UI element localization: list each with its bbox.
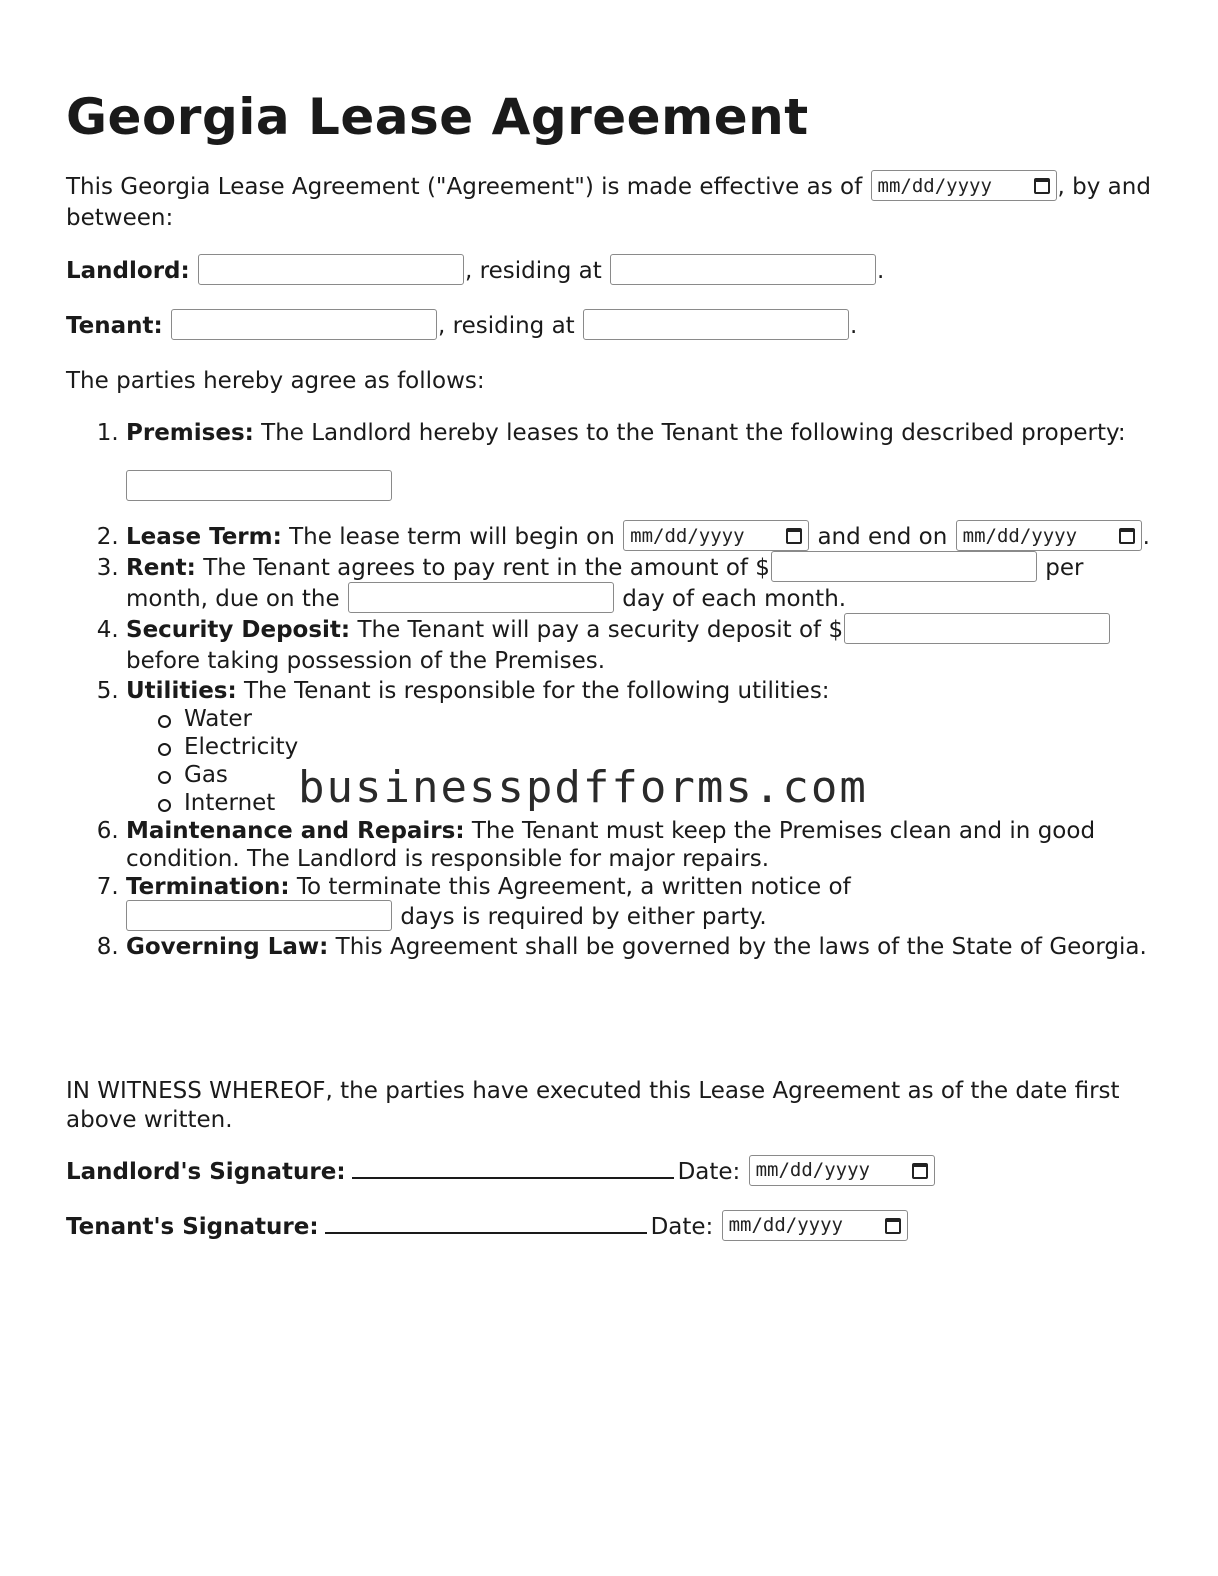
term-termination bbox=[126, 873, 1156, 933]
premises-description-input[interactable] bbox=[126, 470, 392, 501]
lease-term-end-text: and end on bbox=[817, 524, 948, 550]
term-maintenance bbox=[126, 817, 1156, 873]
rent-due-day-input[interactable] bbox=[348, 582, 614, 613]
calendar-icon[interactable] bbox=[1119, 528, 1135, 544]
rent-amount-input[interactable] bbox=[771, 551, 1037, 582]
utilities-text: The Tenant is responsible for the following utilities: bbox=[244, 678, 830, 704]
tenant-signature-date-input[interactable]: mm/dd/yyyy bbox=[722, 1210, 908, 1241]
intro-text: This Georgia Lease Agreement ("Agreement") is made effective as of bbox=[66, 174, 863, 200]
maintenance-text: The Tenant must keep the Premises clean and in good condition. The Landlord is responsible for major repairs. bbox=[126, 818, 1096, 872]
rent-per-text: per month, due on the bbox=[126, 555, 1084, 612]
landlord-signature-label: Landlord's Signature: bbox=[66, 1159, 346, 1185]
landlord-signature-field[interactable] bbox=[352, 1157, 674, 1179]
term-rent bbox=[126, 553, 1156, 615]
tenant-signature-label: Tenant's Signature: bbox=[66, 1214, 319, 1240]
deposit-amount-input[interactable] bbox=[844, 613, 1110, 644]
calendar-icon[interactable] bbox=[1034, 178, 1050, 194]
lease-term-period: . bbox=[1142, 524, 1150, 550]
tenant-signature-field[interactable] bbox=[325, 1212, 647, 1234]
date-label: Date: bbox=[650, 1214, 714, 1240]
landlord-signature-date-input[interactable]: mm/dd/yyyy bbox=[749, 1155, 935, 1186]
agree-text: The parties hereby agree as follows: bbox=[66, 368, 485, 394]
tenant-name-input[interactable] bbox=[171, 309, 437, 340]
tenant-line bbox=[66, 311, 1156, 342]
termination-text: To terminate this Agreement, a written notice of bbox=[296, 874, 851, 900]
landlord-line-end: . bbox=[877, 258, 885, 284]
term-security-deposit bbox=[126, 615, 1156, 677]
landlord-signature-line bbox=[66, 1157, 1156, 1188]
rent-label: Rent: bbox=[126, 555, 196, 581]
effective-date-input[interactable]: mm/dd/yyyy bbox=[871, 170, 1057, 201]
watermark: businesspdfforms.com bbox=[298, 762, 868, 813]
agree-paragraph bbox=[66, 367, 1156, 396]
landlord-residing-text: , residing at bbox=[465, 258, 602, 284]
landlord-label: Landlord: bbox=[66, 258, 190, 284]
rent-amount-text: The Tenant agrees to pay rent in the amount of $ bbox=[203, 555, 770, 581]
maintenance-label: Maintenance and Repairs: bbox=[126, 818, 465, 844]
deposit-label: Security Deposit: bbox=[126, 617, 351, 643]
notice-days-input[interactable] bbox=[126, 900, 392, 931]
lease-term-begin-text: The lease term will begin on bbox=[289, 524, 615, 550]
tenant-signature-line bbox=[66, 1212, 1156, 1243]
law-text: This Agreement shall be governed by the laws of the State of Georgia. bbox=[335, 934, 1147, 960]
date-label: Date: bbox=[677, 1159, 741, 1185]
tenant-residing-text: , residing at bbox=[438, 313, 575, 339]
tenant-line-end: . bbox=[850, 313, 858, 339]
lease-start-date-input[interactable]: mm/dd/yyyy bbox=[623, 520, 809, 551]
terms-section bbox=[66, 419, 1156, 961]
landlord-name-input[interactable] bbox=[198, 254, 464, 285]
lease-end-date-input[interactable]: mm/dd/yyyy bbox=[956, 520, 1142, 551]
premises-text: The Landlord hereby leases to the Tenant the following described property: bbox=[261, 420, 1126, 446]
list-item: Internet bbox=[184, 789, 1156, 817]
calendar-icon[interactable] bbox=[786, 528, 802, 544]
tenant-address-input[interactable] bbox=[583, 309, 849, 340]
deposit-after-text: before taking possession of the Premises. bbox=[126, 648, 606, 674]
term-premises bbox=[126, 419, 1156, 521]
intro-text-after: , by and between: bbox=[66, 174, 1151, 231]
page-title: Georgia Lease Agreement bbox=[66, 88, 809, 146]
termination-label: Termination: bbox=[126, 874, 290, 900]
list-item: Gas bbox=[184, 761, 1156, 789]
rent-day-text: day of each month. bbox=[622, 586, 847, 612]
premises-label: Premises: bbox=[126, 420, 254, 446]
landlord-address-input[interactable] bbox=[610, 254, 876, 285]
lease-term-label: Lease Term: bbox=[126, 524, 282, 550]
term-lease-term bbox=[126, 521, 1156, 553]
witness-paragraph bbox=[66, 1077, 1156, 1135]
termination-after-text: days is required by either party. bbox=[400, 904, 767, 930]
deposit-amount-text: The Tenant will pay a security deposit of $ bbox=[357, 617, 844, 643]
terms-list bbox=[66, 419, 1156, 961]
landlord-line bbox=[66, 256, 1156, 287]
term-governing-law bbox=[126, 933, 1156, 961]
witness-text: IN WITNESS WHEREOF, the parties have executed this Lease Agreement as of the date first above written. bbox=[66, 1078, 1120, 1133]
list-item: Water bbox=[184, 705, 1156, 733]
list-item: Electricity bbox=[184, 733, 1156, 761]
intro-paragraph bbox=[66, 172, 1156, 233]
law-label: Governing Law: bbox=[126, 934, 329, 960]
tenant-label: Tenant: bbox=[66, 313, 163, 339]
calendar-icon[interactable] bbox=[912, 1163, 928, 1179]
calendar-icon[interactable] bbox=[885, 1218, 901, 1234]
utilities-label: Utilities: bbox=[126, 678, 237, 704]
